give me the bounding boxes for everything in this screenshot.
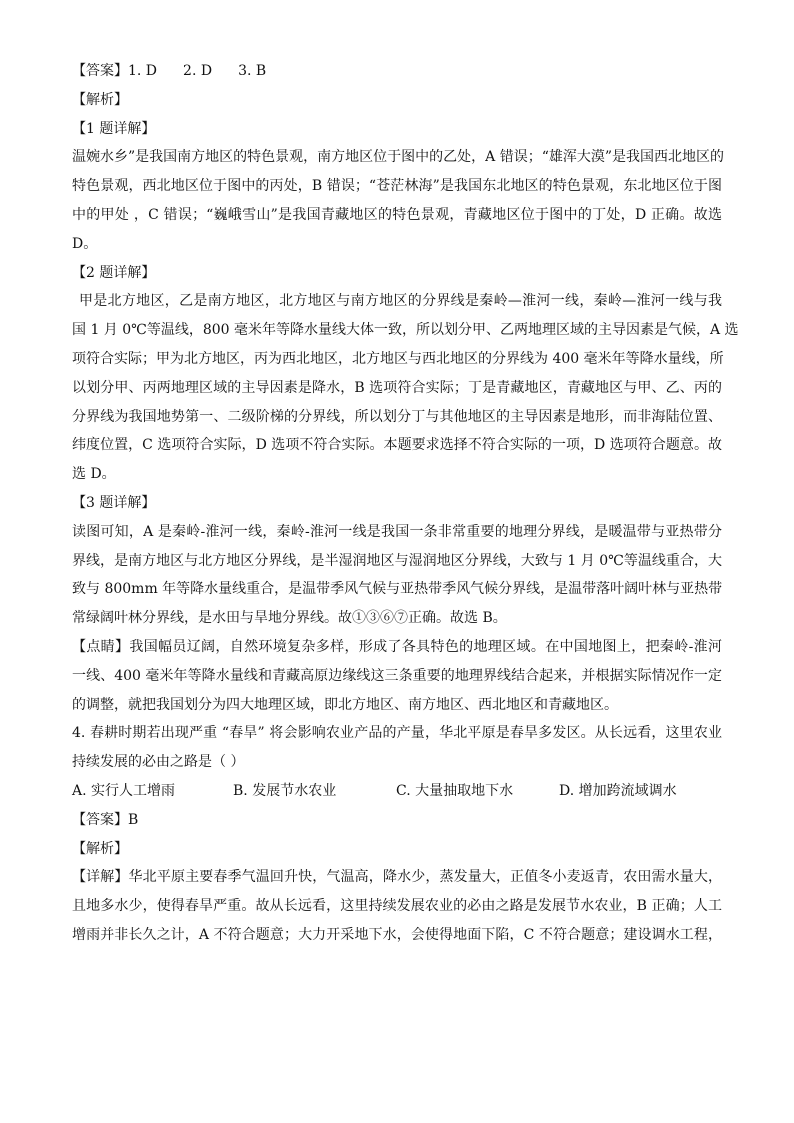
detail-1-line: 特色景观，西北地区位于图中的丙处，B 错误；“苍茫林海”是我国东北地区的特色景观，东北地区位于图	[72, 178, 722, 195]
option-b: B. 发展节水农业	[233, 782, 337, 799]
option-d: D. 增加跨流域调水	[559, 782, 677, 799]
answer-label: 【答案】	[72, 63, 128, 79]
detail-2-line: 以划分甲、丙两地理区域的主导因素是降水，B 选项符合实际；丁是青藏地区，青藏地区与甲、乙、丙的	[72, 379, 722, 396]
answer-item-2: 2. D	[183, 63, 213, 79]
answer-label: 【答案】	[72, 811, 128, 828]
detail-1-line: 温婉水乡”是我国南方地区的特色景观，南方地区位于图中的乙处，A 错误；“雄浑大漠”是我国西北地区的	[72, 149, 725, 166]
analysis-label: 解析	[86, 91, 114, 108]
detail-1-title: 【1 题详解】	[72, 120, 156, 137]
detail-2-line: 项符合实际；甲为北方地区，丙为西北地区，北方地区与西北地区的分界线为 400 毫米年等降水量线，所	[72, 350, 724, 367]
dianjing-title: 【点睛】	[72, 638, 130, 655]
detail-2-line: 国 1 月 0℃等温线，800 毫米年等降水量线大体一致，所以划分甲、乙两地理区域的主导因素是气候，A 选	[72, 322, 739, 339]
detail-2-line: 纬度位置，C 选项符合实际，D 选项不符合实际。本题要求选择不符合实际的一项，D 选项符合题意。故	[72, 437, 722, 454]
dianjing-text: 我国幅员辽阔，自然环境复杂多样，形成了各具特色的地理区域。在中国地图上，把秦岭-淮河	[129, 638, 722, 655]
detail-2-title: 【2 题详解】	[72, 264, 156, 281]
detail-4-first-line	[72, 868, 722, 886]
dianjing-first-line	[72, 638, 722, 656]
detail-4-title: 【详解】	[72, 869, 129, 886]
detail-2-line: 选 D。	[72, 466, 116, 483]
analysis-label: 解析	[86, 840, 114, 857]
answer-value: B	[128, 811, 139, 828]
detail-4-text: 华北平原主要春季气温回升快，气温高，降水少，蒸发量大，正值冬小麦返青，农田需水量大，	[128, 869, 723, 886]
option-c: C. 大量抽取地下水	[396, 782, 514, 799]
question-4-line: 持续发展的必由之路是（ ）	[72, 754, 245, 771]
answer-line-1-3	[72, 62, 722, 80]
question-4-options	[72, 782, 722, 800]
option-a: A. 实行人工增雨	[72, 782, 176, 799]
answer-item-1: 1. D	[128, 63, 158, 79]
detail-3-title: 【3 题详解】	[72, 494, 156, 511]
detail-3-line: 读图可知，A 是秦岭-淮河一线，秦岭-淮河一线是我国一条非常重要的地理分界线，是暖温带与亚热带分	[72, 523, 722, 540]
analysis-heading: 【解析】	[72, 91, 128, 108]
dianjing-line: 的调整，就把我国划分为四大地理区域，即北方地区、南方地区、西北地区和青藏地区。	[72, 696, 618, 713]
detail-3-line: 界线，是南方地区与北方地区分界线，是半湿润地区与湿润地区分界线，大致与 1 月 0℃等温线重合，大	[72, 552, 722, 569]
detail-4-line: 增雨并非长久之计，A 不符合题意；大力开采地下水，会使得地面下陷，C 不符合题意；建设调水工程，	[72, 926, 722, 943]
detail-2-line: 甲是北方地区，乙是南方地区，北方地区与南方地区的分界线是秦岭—淮河一线，秦岭—淮河一线与我	[79, 293, 722, 310]
analysis-heading: 【解析】	[72, 840, 128, 857]
detail-1-line: D。	[72, 235, 98, 252]
detail-3-line: 致与 800mm 年等降水量线重合，是温带季风气候与亚热带季风气候分界线，是温带落叶阔叶林与亚热带	[72, 581, 723, 598]
detail-1-line: 中的甲处 ，C 错误；“巍峨雪山”是我国青藏地区的特色景观，青藏地区位于图中的丁处，D 正确。故选	[72, 206, 722, 223]
answer-line-4	[72, 811, 722, 829]
answer-content	[72, 62, 739, 955]
detail-2-line: 分界线为我国地势第一、二级阶梯的分界线，所以划分丁与其他地区的主导因素是地形，而非海陆位置、	[72, 408, 722, 425]
answer-item-3: 3. B	[238, 63, 267, 79]
dianjing-line: 一线、400 毫米年等降水量线和青藏高原边缘线这三条重要的地理界线结合起来，并根据实际情况作一定	[72, 667, 722, 684]
detail-3-line: 常绿阔叶林分界线，是水田与旱地分界线。故①③⑥⑦正确。故选 B。	[72, 610, 507, 627]
detail-4-line: 且地多水少，使得春旱严重。故从长远看，这里持续发展农业的必由之路是发展节水农业，B 正确；人工	[72, 898, 722, 915]
question-4-line: 4. 春耕时期若出现严重 “春旱” 将会影响农业产品的产量，华北平原是春旱多发区。从长远看，这里农业	[72, 725, 722, 742]
